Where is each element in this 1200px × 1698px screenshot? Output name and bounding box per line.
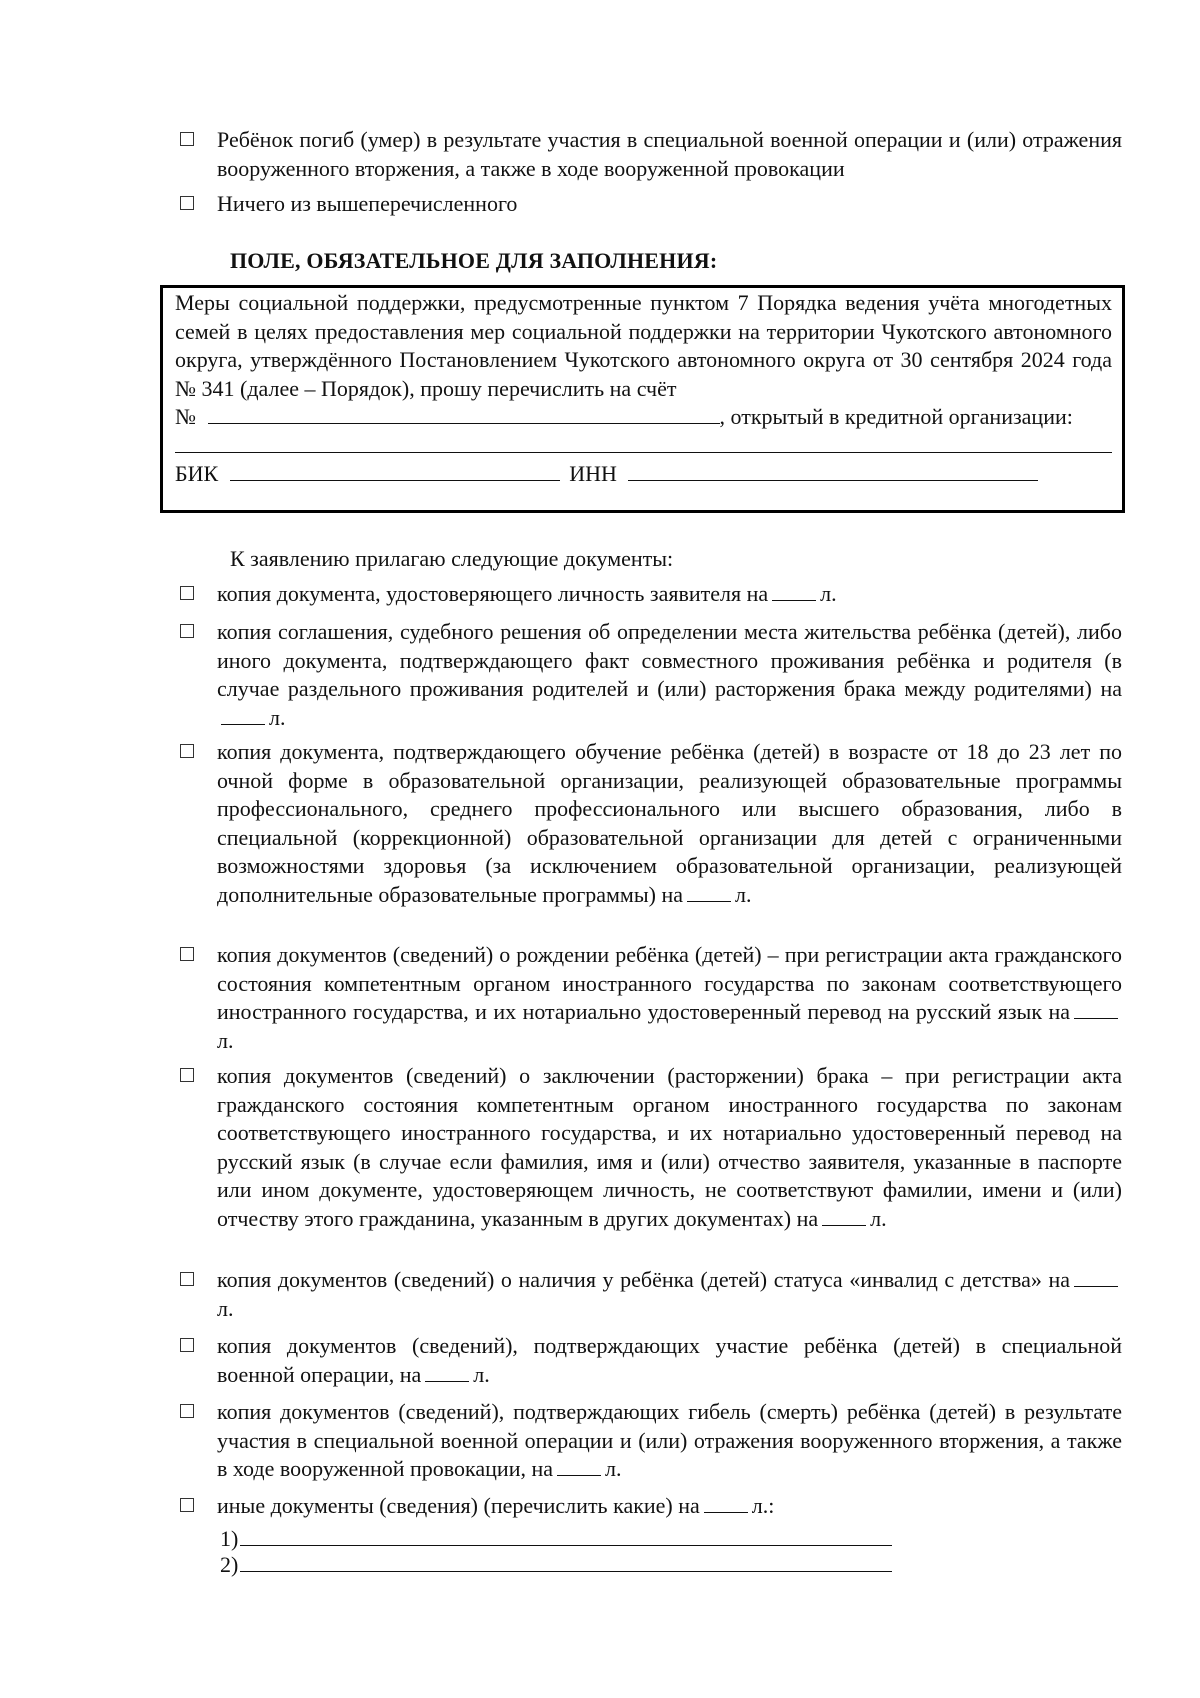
checkbox[interactable]	[180, 1068, 194, 1082]
pages-field[interactable]	[822, 1207, 866, 1226]
document-label: копия документов (сведений), подтверждающих участие ребёнка (детей) в специальной военной операции, на	[217, 1333, 1122, 1387]
pages-suffix: л.	[269, 704, 286, 730]
pages-suffix: л.	[605, 1456, 622, 1481]
other-document-field[interactable]	[240, 1526, 892, 1546]
other-document-field[interactable]	[240, 1552, 892, 1572]
required-heading: ПОЛЕ, ОБЯЗАТЕЛЬНОЕ ДЛЯ ЗАПОЛНЕНИЯ:	[230, 248, 718, 273]
checkbox[interactable]	[180, 586, 194, 600]
required-paragraph: Меры социальной поддержки, предусмотренные пунктом 7 Порядка ведения учёта многодетных семей в целях предоставления мер социальной поддержки на территории Чукотского автономного округа, утверждённого Постановлением Чукотского автономного округа от 30 сентября 2024 года № 341 (далее – Порядок), прошу перечислить на счёт	[175, 290, 1112, 401]
other-document-line	[220, 1526, 892, 1552]
checkbox[interactable]	[180, 1338, 194, 1352]
option-none[interactable]	[180, 190, 1122, 219]
document-item[interactable]	[180, 941, 1122, 1055]
document-item[interactable]	[180, 1398, 1122, 1484]
option-label: Ребёнок погиб (умер) в результате участия в специальной военной операции и (или) отражения вооруженного вторжения, а также в ходе вооруженной провокации	[217, 127, 1122, 181]
pages-suffix: л.:	[751, 1493, 775, 1518]
pages-field[interactable]	[1074, 1000, 1118, 1019]
bik-inn-line	[175, 460, 1038, 489]
document-label: иные документы (сведения) (перечислить какие) на	[217, 1493, 700, 1518]
document-label: копия документа, подтверждающего обучение ребёнка (детей) в возрасте от 18 до 23 лет по очной форме в образовательной организации, реализующей образовательные программы профессионального, среднего профессионального или высшего образования, либо в специальной (коррекционной) образовательной организации для детей с ограниченными возможностями здоровья (за исключением образовательной организации, реализующей дополнительные образовательные программы) на	[217, 739, 1122, 907]
checkbox[interactable]	[180, 947, 194, 961]
pages-suffix: л.	[217, 1295, 234, 1321]
checkbox[interactable]	[180, 624, 194, 638]
checkbox[interactable]	[180, 744, 194, 758]
account-number-field[interactable]	[208, 404, 720, 424]
pages-field[interactable]	[772, 582, 816, 601]
pages-field[interactable]	[221, 706, 265, 725]
document-label: копия документов (сведений) о наличия у ребёнка (детей) статуса «инвалид с детства» на	[217, 1267, 1070, 1292]
bank-line	[175, 432, 1112, 461]
account-suffix: , открытый в кредитной организации:	[719, 404, 1073, 429]
document-label: копия документов (сведений) о рождении ребёнка (детей) – при регистрации акта гражданского состояния компетентным органом иностранного государства по законам соответствующего иностранного государства, и их нотариально удостоверенный перевод на русский язык на	[217, 942, 1122, 1024]
document-item[interactable]	[180, 580, 1122, 609]
checkbox[interactable]	[180, 1404, 194, 1418]
pages-suffix: л.	[217, 1027, 234, 1053]
document-label: копия документов (сведений), подтверждающих гибель (смерть) ребёнка (детей) в результате участия в специальной военной операции и (или) отражения вооруженного вторжения, а также в ходе вооруженной провокации, на	[217, 1399, 1122, 1481]
checkbox[interactable]	[180, 196, 194, 210]
checkbox[interactable]	[180, 1498, 194, 1512]
required-field-box	[160, 285, 1125, 513]
pages-field[interactable]	[687, 883, 731, 902]
document-item[interactable]	[180, 1332, 1122, 1389]
line-number: 2)	[220, 1552, 239, 1577]
document-item-other[interactable]	[180, 1492, 1122, 1521]
document-label: копия документов (сведений) о заключении (расторжении) брака – при регистрации акта гражданского состояния компетентным органом иностранного государства по законам соответствующего иностранного государства, и их нотариально удостоверенный перевод на русский язык (в случае если фамилия, имя и (или) отчество заявителя, указанные в паспорте или ином документе, удостоверяющем личность, не соответствуют фамилии, имени и (или) отчеству этого гражданина, указанным в других документах) на	[217, 1063, 1122, 1231]
bank-name-field[interactable]	[175, 433, 1112, 453]
inn-label: ИНН	[569, 461, 617, 486]
document-item[interactable]	[180, 1266, 1122, 1323]
document-item[interactable]	[180, 738, 1122, 909]
document-item[interactable]	[180, 618, 1122, 732]
inn-field[interactable]	[628, 461, 1038, 481]
pages-field[interactable]	[557, 1457, 601, 1476]
option-child-died[interactable]	[180, 126, 1122, 183]
pages-suffix: л.	[870, 1205, 887, 1231]
pages-suffix: л.	[473, 1361, 490, 1387]
document-label: копия документа, удостоверяющего личность заявителя на	[217, 581, 769, 606]
pages-field[interactable]	[425, 1363, 469, 1382]
account-prefix: №	[175, 404, 196, 429]
other-document-line	[220, 1552, 892, 1578]
pages-field[interactable]	[1074, 1268, 1118, 1287]
checkbox[interactable]	[180, 1272, 194, 1286]
document-label: копия соглашения, судебного решения об определении места жительства ребёнка (детей), либо иного документа, подтверждающего факт совместного проживания ребёнка и родителя (в случае раздельного проживания родителей и (или) расторжения брака между родителями) на	[217, 619, 1122, 701]
bik-label: БИК	[175, 461, 219, 486]
checkbox[interactable]	[180, 132, 194, 146]
pages-suffix: л.	[820, 581, 837, 606]
pages-suffix: л.	[735, 881, 752, 907]
document-item[interactable]	[180, 1062, 1122, 1233]
option-label: Ничего из вышеперечисленного	[217, 191, 518, 216]
pages-field[interactable]	[704, 1494, 748, 1513]
documents-intro: К заявлению прилагаю следующие документы:	[230, 546, 674, 571]
bik-field[interactable]	[230, 461, 560, 481]
line-number: 1)	[220, 1526, 239, 1551]
account-line	[175, 403, 1073, 432]
